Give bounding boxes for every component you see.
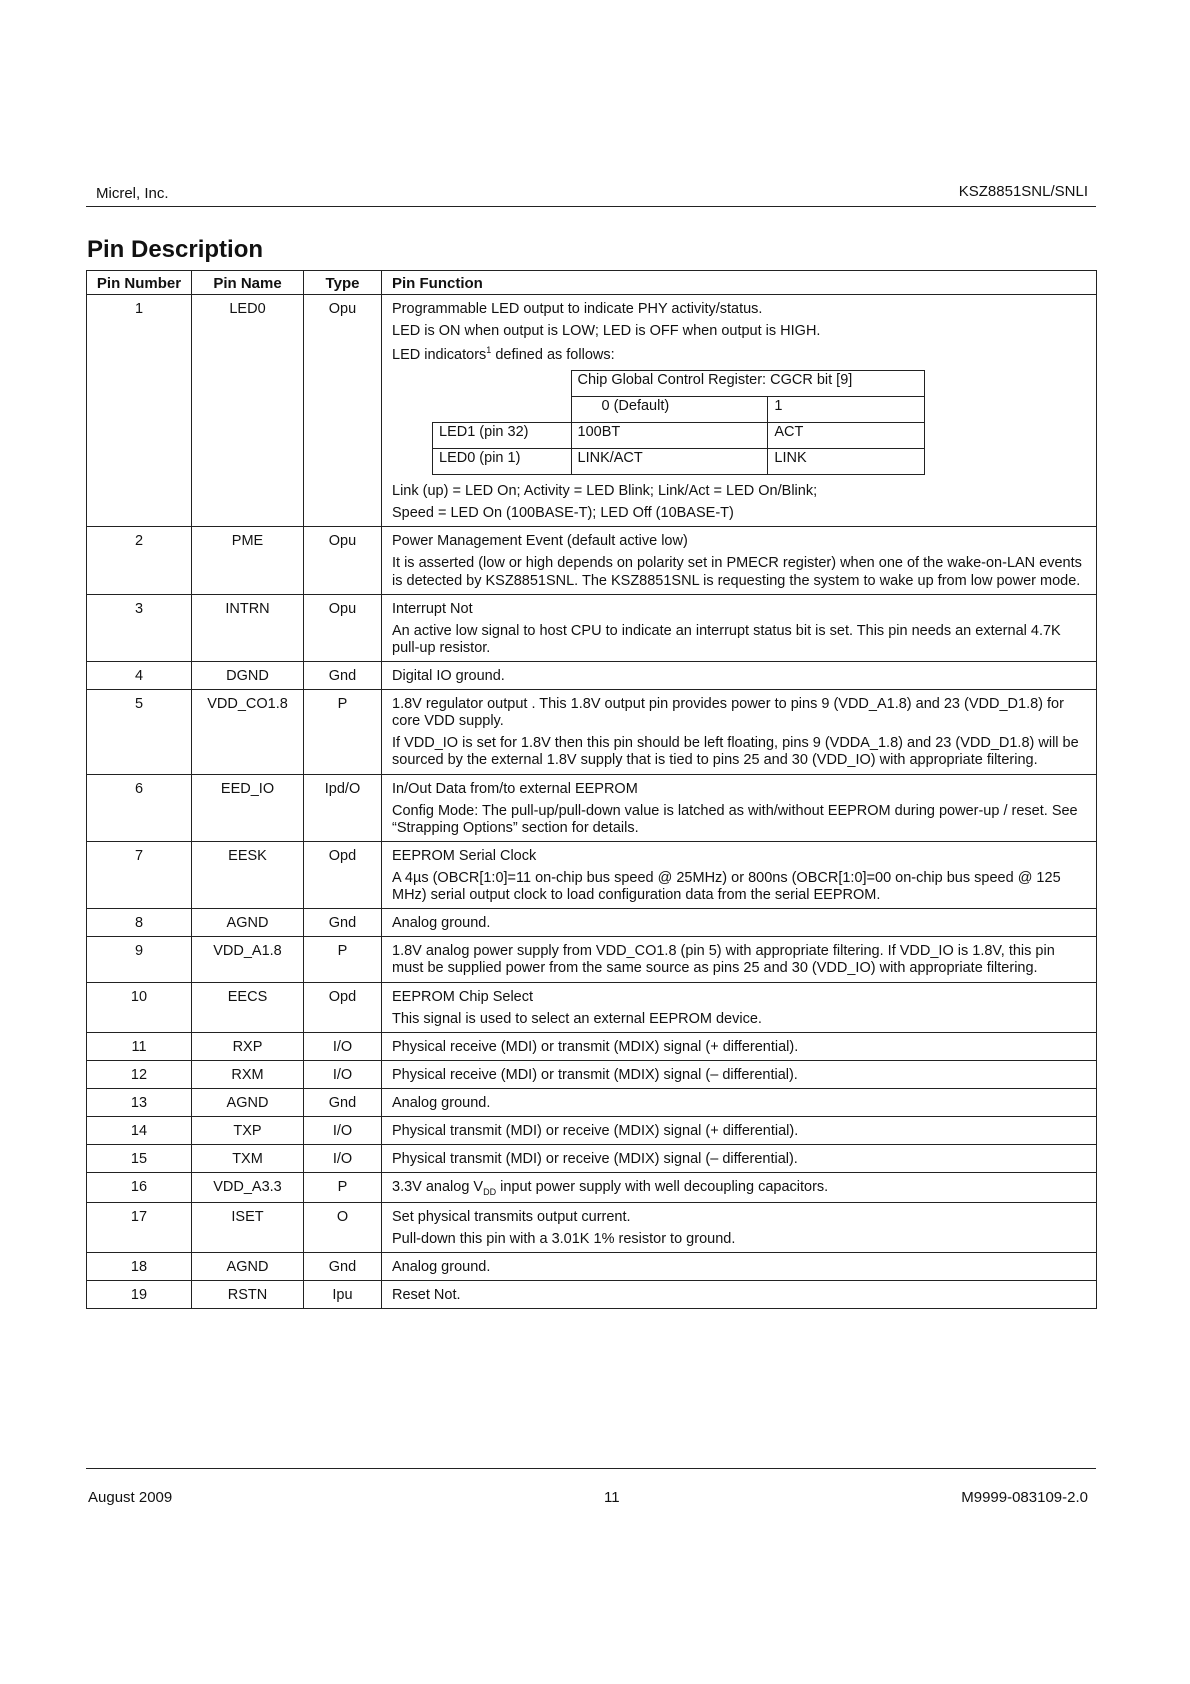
pin-type: Gnd: [304, 1253, 382, 1281]
page-header: [86, 176, 1096, 207]
pin-number: 15: [87, 1145, 192, 1173]
function-text: Programmable LED output to indicate PHY activity/status.: [392, 301, 763, 317]
pin-name: RXP: [192, 1032, 304, 1060]
pin-name: EED_IO: [192, 774, 304, 841]
led-indicator-table: [432, 370, 925, 475]
pin-number: 1: [87, 295, 192, 527]
pin-type: I/O: [304, 1032, 382, 1060]
table-row: [87, 527, 1097, 594]
pin-name: INTRN: [192, 594, 304, 661]
led0-label: LED0 (pin 1): [433, 449, 572, 475]
pin-function: [382, 527, 1097, 594]
pin-number: 4: [87, 662, 192, 690]
table-row: [87, 594, 1097, 661]
function-text: LED is ON when output is LOW; LED is OFF when output is HIGH.: [392, 323, 821, 340]
pin-name: ISET: [192, 1202, 304, 1252]
function-text: Link (up) = LED On; Activity = LED Blink; Link/Act = LED On/Blink;: [392, 483, 818, 500]
pin-name: AGND: [192, 1253, 304, 1281]
led1-default: 100BT: [571, 423, 768, 449]
pin-name: VDD_A3.3: [192, 1173, 304, 1203]
table-row: [87, 1089, 1097, 1117]
function-text: 1.8V regulator output . This 1.8V output pin provides power to pins 9 (VDD_A1.8) and 23 (VDD_D1.8) for core VDD supply.: [392, 696, 1064, 730]
function-text: Physical receive (MDI) or transmit (MDIX) signal (+ differential).: [392, 1038, 799, 1055]
pin-number: 10: [87, 982, 192, 1032]
pin-type: Gnd: [304, 909, 382, 937]
pin-type: Opu: [304, 527, 382, 594]
pin-name: RXM: [192, 1060, 304, 1088]
pin-function: [382, 774, 1097, 841]
table-row: [87, 937, 1097, 982]
pin-type: Opu: [304, 594, 382, 661]
pin-function: [382, 295, 1097, 527]
pin-number: 13: [87, 1089, 192, 1117]
table-row: [87, 1145, 1097, 1173]
pin-name: VDD_CO1.8: [192, 690, 304, 774]
table-row: [87, 1060, 1097, 1088]
pin-name: DGND: [192, 662, 304, 690]
section-title: Pin Description: [87, 236, 264, 263]
pin-function: [382, 1173, 1097, 1203]
table-row: [87, 982, 1097, 1032]
pin-type: I/O: [304, 1145, 382, 1173]
document-number: M9999-083109-2.0: [961, 1489, 1088, 1506]
pin-type: I/O: [304, 1060, 382, 1088]
footnote-marker: 1: [486, 345, 492, 356]
pin-name: EECS: [192, 982, 304, 1032]
pin-function: [382, 1032, 1097, 1060]
pin-name: EESK: [192, 841, 304, 908]
function-text: Analog ground.: [392, 1259, 491, 1276]
function-text: In/Out Data from/to external EEPROM: [392, 780, 638, 797]
function-text: Analog ground.: [392, 1095, 491, 1111]
pin-number: 16: [87, 1173, 192, 1203]
function-text: It is asserted (low or high depends on polarity set in PMECR register) when one of the wake-on-LAN events is detected by KSZ8851SNL. The KSZ8851SNL is requesting the system to wake up from low power mode.: [392, 555, 1082, 589]
pin-number: 6: [87, 774, 192, 841]
function-text: EEPROM Serial Clock: [392, 847, 537, 864]
pin-function: [382, 1060, 1097, 1088]
pin-function: [382, 690, 1097, 774]
table-row: [87, 1117, 1097, 1145]
pin-name: AGND: [192, 909, 304, 937]
table-row: [87, 690, 1097, 774]
table-row: [87, 1032, 1097, 1060]
pin-type: P: [304, 1173, 382, 1203]
pin-function: [382, 937, 1097, 982]
table-row: [87, 909, 1097, 937]
table-row: [87, 1281, 1097, 1309]
part-number: KSZ8851SNL/SNLI: [958, 183, 1088, 200]
pin-number: 8: [87, 909, 192, 937]
col-header-pin-number: Pin Number: [87, 271, 192, 295]
function-text: Digital IO ground.: [392, 668, 505, 685]
pin-type: Gnd: [304, 662, 382, 690]
pin-function: [382, 1253, 1097, 1281]
led0-set: LINK: [768, 449, 924, 475]
function-text: 3.3V analog $V_{DD}$ input power supply with well decoupling capacitors.: [392, 1179, 829, 1198]
function-text: Analog ground.: [392, 915, 491, 932]
pin-type: P: [304, 690, 382, 774]
led1-set: ACT: [768, 423, 924, 449]
pin-function: [382, 594, 1097, 661]
pin-type: Ipu: [304, 1281, 382, 1309]
col-header-pin-name: Pin Name: [192, 271, 304, 295]
pin-number: 11: [87, 1032, 192, 1060]
pin-number: 17: [87, 1202, 192, 1252]
pin-number: 18: [87, 1253, 192, 1281]
pin-name: LED0: [192, 295, 304, 527]
pin-name: TXP: [192, 1117, 304, 1145]
pin-function: [382, 1202, 1097, 1252]
led0-default: LINK/ACT: [571, 449, 768, 475]
company-name: Micrel, Inc.: [96, 185, 169, 202]
pin-function: [382, 1281, 1097, 1309]
led1-label: LED1 (pin 32): [433, 423, 572, 449]
page-number: 11: [604, 1489, 620, 1506]
pin-type: Ipd/O: [304, 774, 382, 841]
function-text: Reset Not.: [392, 1287, 461, 1304]
pin-name: PME: [192, 527, 304, 594]
footer-date: August 2009: [88, 1489, 173, 1506]
function-text: Interrupt Not: [392, 600, 473, 617]
pin-name: AGND: [192, 1089, 304, 1117]
cgcr-col-0: 0 (Default): [571, 397, 768, 423]
function-text: Physical transmit (MDI) or receive (MDIX) signal (– differential).: [392, 1151, 798, 1168]
subscript: DD: [483, 1187, 497, 1198]
function-text: Power Management Event (default active low): [392, 533, 688, 550]
function-text: A 4µs (OBCR[1:0]=11 on-chip bus speed @ 25MHz) or 800ns (OBCR[1:0]=00 on-chip bus speed @ 125 MHz) serial output clock to load configuration data from the serial EEPROM.: [392, 870, 1061, 904]
pin-name: VDD_A1.8: [192, 937, 304, 982]
pin-type: O: [304, 1202, 382, 1252]
pin-description-table: [86, 270, 1097, 1309]
function-text: If VDD_IO is set for 1.8V then this pin should be left floating, pins 9 (VDDA_1.8) and 23 (VDD_D1.8) will be sourced by the external 1.8V supply that is tied to pins 25 and 30 (VDD_IO) with appropriate filtering.: [392, 735, 1079, 769]
pin-function: [382, 1117, 1097, 1145]
function-text: Config Mode: The pull-up/pull-down value is latched as with/without EEPROM during power-up / reset. See “Strapping Options” section for details.: [392, 802, 1078, 836]
pin-number: 14: [87, 1117, 192, 1145]
pin-name: TXM: [192, 1145, 304, 1173]
table-row: [87, 841, 1097, 908]
function-text: An active low signal to host CPU to indicate an interrupt status bit is set. This pin needs an external 4.7K pull-up resistor.: [392, 622, 1061, 656]
pin-type: P: [304, 937, 382, 982]
pin-type: Gnd: [304, 1089, 382, 1117]
table-row: [87, 774, 1097, 841]
pin-number: 3: [87, 594, 192, 661]
pin-name: RSTN: [192, 1281, 304, 1309]
pin-type: Opd: [304, 982, 382, 1032]
pin-function: [382, 1145, 1097, 1173]
table-row: [87, 662, 1097, 690]
function-text: This signal is used to select an external EEPROM device.: [392, 1010, 762, 1027]
pin-number: 2: [87, 527, 192, 594]
table-row: [87, 1173, 1097, 1203]
pin-type: I/O: [304, 1117, 382, 1145]
pin-function: [382, 841, 1097, 908]
page-footer: [86, 1468, 1096, 1509]
function-text: 1.8V analog power supply from VDD_CO1.8 (pin 5) with appropriate filtering. If VDD_IO is 1.8V, this pin must be supplied power from the same source as pins 25 and 30 (VDD_IO) with appropriate filtering.: [392, 943, 1055, 977]
pin-type: Opd: [304, 841, 382, 908]
cgcr-col-1: 1: [768, 397, 924, 423]
pin-function: [382, 1089, 1097, 1117]
pin-number: 5: [87, 690, 192, 774]
function-text: Speed = LED On (100BASE-T); LED Off (10BASE-T): [392, 505, 734, 522]
function-text: LED indicators$^1$ defined as follows:: [392, 345, 615, 364]
table-header-row: [87, 271, 1097, 295]
pin-number: 19: [87, 1281, 192, 1309]
function-text: Pull-down this pin with a 3.01K 1% resistor to ground.: [392, 1230, 736, 1247]
col-header-type: Type: [304, 271, 382, 295]
cgcr-header: Chip Global Control Register: CGCR bit [9]: [571, 371, 924, 397]
pin-function: [382, 909, 1097, 937]
pin-function: [382, 662, 1097, 690]
pin-type: Opu: [304, 295, 382, 527]
table-row: [87, 1253, 1097, 1281]
col-header-pin-function: Pin Function: [382, 271, 1097, 295]
pin-number: 9: [87, 937, 192, 982]
pin-number: 7: [87, 841, 192, 908]
pin-function: [382, 982, 1097, 1032]
function-text: Physical receive (MDI) or transmit (MDIX) signal (– differential).: [392, 1066, 798, 1083]
pin-number: 12: [87, 1060, 192, 1088]
table-row: [87, 1202, 1097, 1252]
function-text: Physical transmit (MDI) or receive (MDIX) signal (+ differential).: [392, 1123, 799, 1140]
function-text: EEPROM Chip Select: [392, 988, 534, 1005]
function-text: Set physical transmits output current.: [392, 1208, 631, 1225]
table-row: [87, 295, 1097, 527]
